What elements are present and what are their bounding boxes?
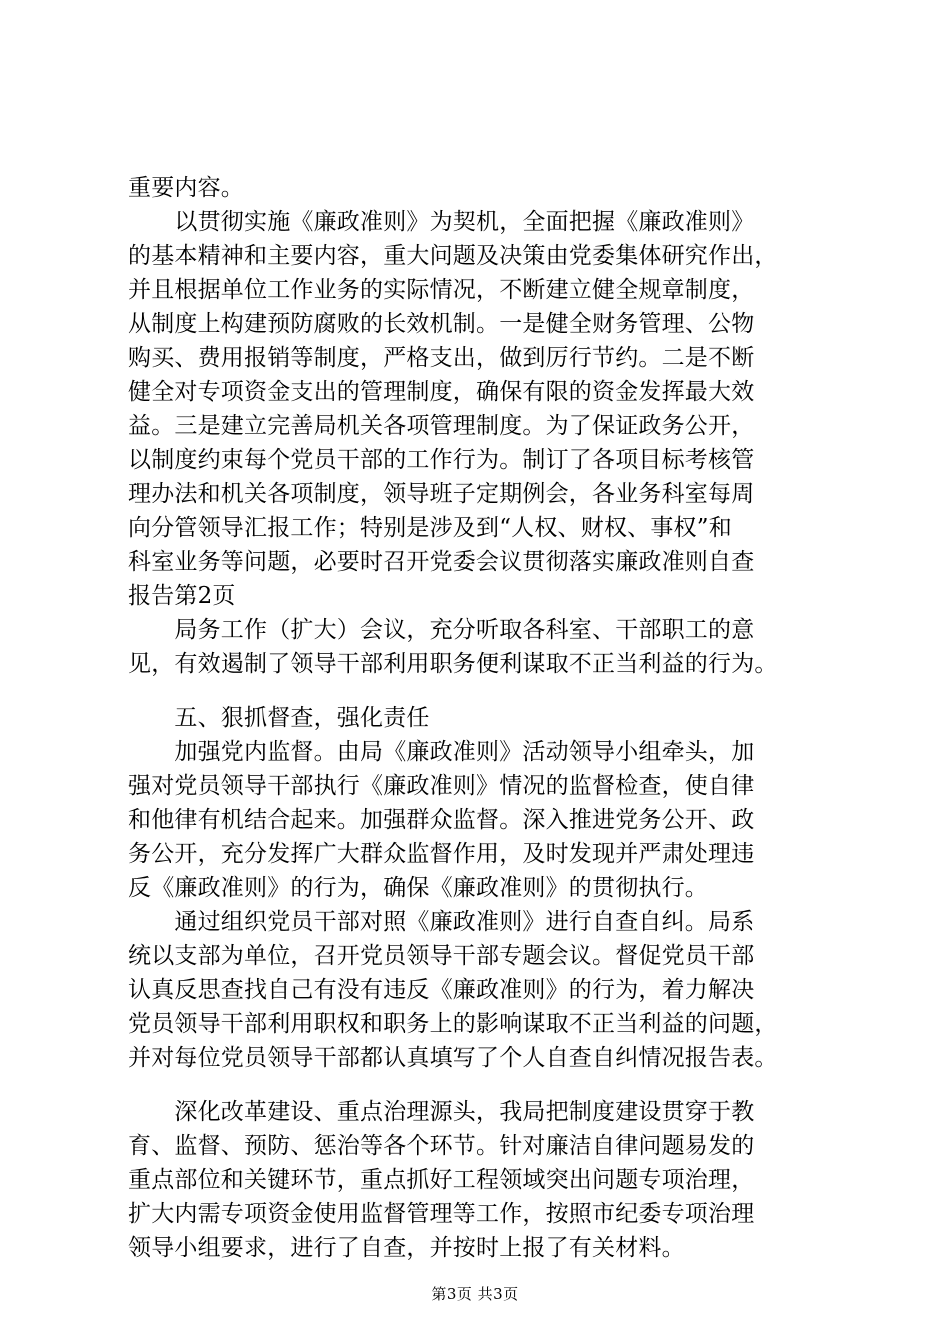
- text-line: 的基本精神和主要内容，重大问题及决策由党委集体研究作出，: [128, 243, 778, 269]
- text-line: 并对每位党员领导干部都认真填写了个人自查自纠情况报告表。: [128, 1045, 778, 1071]
- text-line: 认真反思查找自己有没有违反《廉政准则》的行为，着力解决: [128, 977, 755, 1003]
- text-line: 党员领导干部利用职权和职务上的影响谋取不正当利益的问题，: [128, 1011, 778, 1037]
- text-line: 重要内容。: [128, 175, 244, 201]
- text-line: 扩大内需专项资金使用监督管理等工作，按照市纪委专项治理: [128, 1201, 755, 1227]
- text-line: 领导小组要求，进行了自查，并按时上报了有关材料。: [128, 1235, 685, 1261]
- text-line: 重点部位和关键环节，重点抓好工程领域突出问题专项治理，: [128, 1167, 755, 1193]
- text-line: 以贯彻实施《廉政准则》为契机，全面把握《廉政准则》: [128, 209, 755, 235]
- text-line: 强对党员领导干部执行《廉政准则》情况的监督检查，使自律: [128, 773, 755, 799]
- text-line: 深化改革建设、重点治理源头，我局把制度建设贯穿于教: [128, 1099, 755, 1125]
- text-line: 和他律有机结合起来。加强群众监督。深入推进党务公开、政: [128, 807, 755, 833]
- text-line: 向分管领导汇报工作；特别是涉及到“人权、财权、事权”和: [128, 515, 732, 541]
- text-line: 统以支部为单位，召开党员领导干部专题会议。督促党员干部: [128, 943, 755, 969]
- text-line: 报告第2页: [128, 583, 236, 609]
- text-line: 局务工作（扩大）会议，充分听取各科室、干部职工的意: [128, 617, 755, 643]
- text-line: 育、监督、预防、惩治等各个环节。针对廉洁自律问题易发的: [128, 1133, 755, 1159]
- text-line: 理办法和机关各项制度，领导班子定期例会，各业务科室每周: [128, 481, 755, 507]
- text-line: 见，有效遏制了领导干部利用职务便利谋取不正当利益的行为。: [128, 651, 778, 677]
- text-line: 益。三是建立完善局机关各项管理制度。为了保证政务公开，: [128, 413, 755, 439]
- text-line: 务公开，充分发挥广大群众监督作用，及时发现并严肃处理违: [128, 841, 755, 867]
- text-line: 健全对专项资金支出的管理制度，确保有限的资金发挥最大效: [128, 379, 755, 405]
- text-line: 加强党内监督。由局《廉政准则》活动领导小组牵头，加: [128, 739, 755, 765]
- text-line: 以制度约束每个党员干部的工作行为。制订了各项目标考核管: [128, 447, 755, 473]
- text-line: 从制度上构建预防腐败的长效机制。一是健全财务管理、公物: [128, 311, 755, 337]
- text-line: 并且根据单位工作业务的实际情况，不断建立健全规章制度，: [128, 277, 755, 303]
- text-line: 通过组织党员干部对照《廉政准则》进行自查自纠。局系: [128, 909, 755, 935]
- text-line: 科室业务等问题，必要时召开党委会议贯彻落实廉政准则自查: [128, 549, 755, 575]
- text-line: 反《廉政准则》的行为，确保《廉政准则》的贯彻执行。: [128, 875, 708, 901]
- page-number-footer: 第3页 共3页: [431, 1285, 519, 1303]
- text-line: 购买、费用报销等制度，严格支出，做到厉行节约。二是不断: [128, 345, 755, 371]
- section-heading: 五、狠抓督查，强化责任: [128, 705, 430, 731]
